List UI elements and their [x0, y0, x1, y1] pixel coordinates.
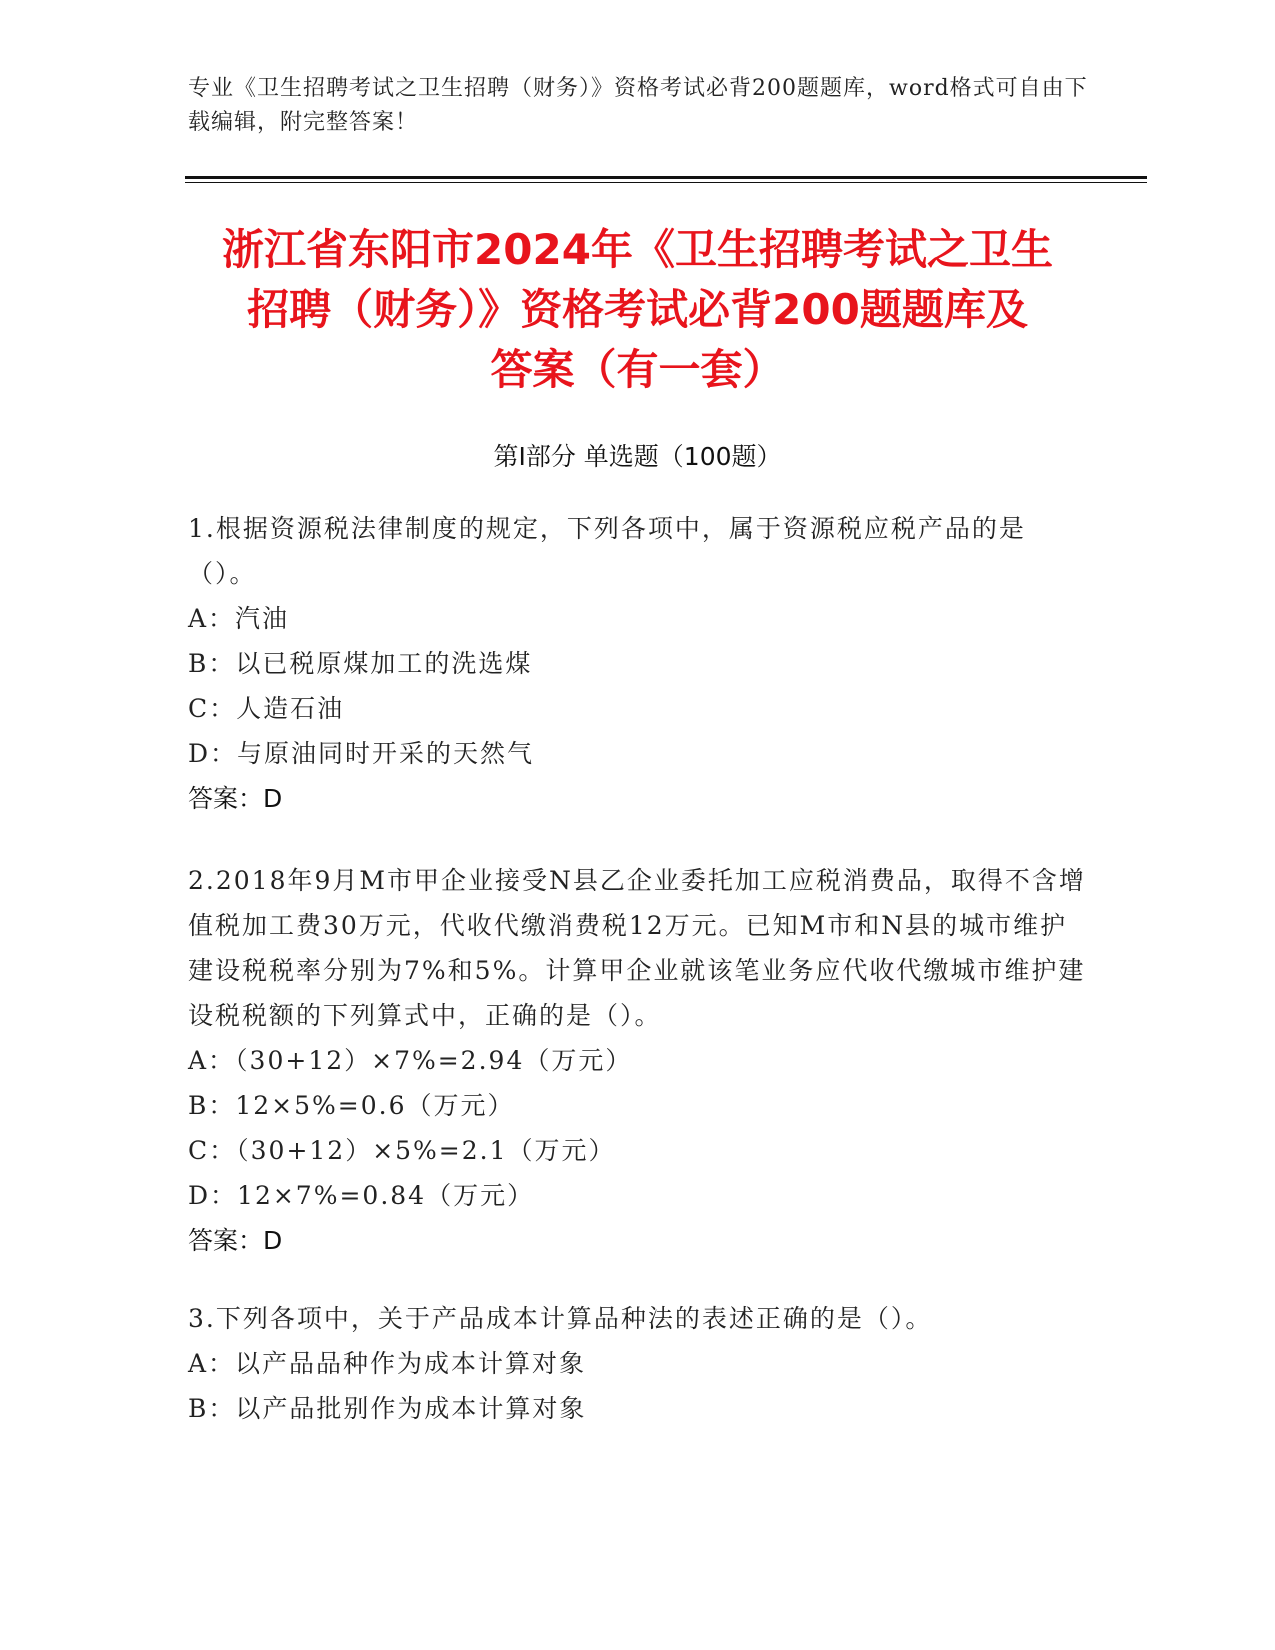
- document-title: [160, 220, 1115, 400]
- option-a: A：以产品品种作为成本计算对象: [188, 1349, 587, 1378]
- document-title-line-2: 招聘（财务）》资格考试必背200题题库及: [247, 285, 1028, 334]
- answer-line: 答案：D: [188, 784, 283, 813]
- option-b: B：12×5%=0.6（万元）: [188, 1091, 515, 1120]
- question-stem: 2.2018年9月M市甲企业接受N县乙企业委托加工应税消费品，取得不含增值税加工费30万元，代收代缴消费税12万元。已知M市和N县的城市维护建设税税率分别为7%和5%。计算甲企业就该笔业务应代收代缴城市维护建设税税额的下列算式中，正确的是（）。: [188, 866, 1086, 1030]
- option-d: D：12×7%=0.84（万元）: [188, 1181, 535, 1210]
- option-d: D：与原油同时开采的天然气: [188, 739, 535, 768]
- section-heading: 第Ⅰ部分 单选题（100题）: [493, 442, 782, 471]
- document-title-line-1: 浙江省东阳市2024年《卫生招聘考试之卫生: [222, 225, 1053, 274]
- header-note: 专业《卫生招聘考试之卫生招聘（财务）》资格考试必背200题题库，word格式可自由下载编辑，附完整答案！: [188, 76, 1088, 135]
- option-a: A：（30+12）×7%=2.94（万元）: [188, 1046, 633, 1075]
- option-b: B：以产品批别作为成本计算对象: [188, 1394, 587, 1423]
- document-title-line-3: 答案（有一套）: [490, 345, 785, 394]
- question-2: [188, 858, 1088, 1263]
- question-stem: 1.根据资源税法律制度的规定，下列各项中，属于资源税应税产品的是（）。: [188, 514, 1026, 588]
- option-b: B：以已税原煤加工的洗选煤: [188, 649, 533, 678]
- option-a: A：汽油: [188, 604, 290, 633]
- header-divider-thick: [185, 176, 1147, 179]
- question-3: [188, 1296, 1088, 1431]
- option-c: C：（30+12）×5%=2.1（万元）: [188, 1136, 616, 1165]
- question-1: [188, 506, 1088, 821]
- answer-line: 答案：D: [188, 1226, 283, 1255]
- option-c: C：人造石油: [188, 694, 345, 723]
- question-stem: 3.下列各项中，关于产品成本计算品种法的表述正确的是（）。: [188, 1304, 933, 1333]
- header-divider-thin: [185, 182, 1147, 183]
